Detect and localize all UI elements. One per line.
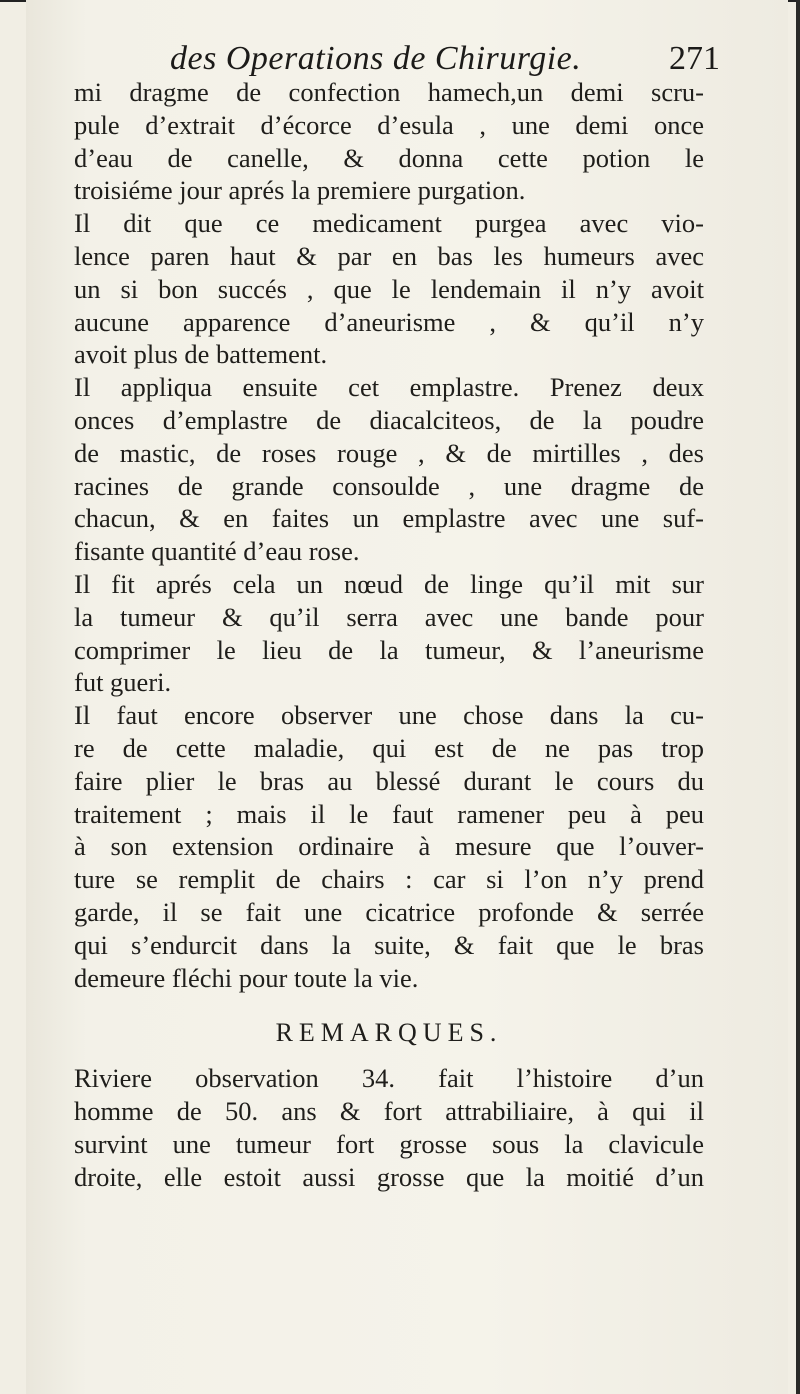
text-line: qui s’endurcit dans la suite, & fait que le bras [74, 929, 704, 960]
text-line: Il fit aprés cela un nœud de linge qu’il mit sur [74, 568, 704, 599]
text-line: traitement ; mais il le faut ramener peu à peu [74, 798, 704, 829]
text-line: Il faut encore observer une chose dans la cu- [74, 700, 704, 731]
text-line: pule d’extrait d’écorce d’esula , une demi once [74, 109, 704, 140]
text-line: comprimer le lieu de la tumeur, & l’aneurisme [74, 634, 704, 665]
body-text [74, 76, 704, 1194]
text-line: demeure fléchi pour toute la vie. [74, 962, 419, 993]
text-line: racines de grande consoulde , une dragme de [74, 470, 704, 501]
text-line: chacun, & en faites un emplastre avec une suf- [74, 503, 704, 534]
text-line: homme de 50. ans & fort attrabiliaire, à qui il [74, 1096, 704, 1127]
text-line: mi dragme de confection hamech,un demi scru- [74, 77, 704, 107]
text-line: de mastic, de roses rouge , & de mirtilles , des [74, 437, 704, 468]
running-title: des Operations de Chirurgie. [170, 40, 582, 77]
text-line: re de cette maladie, qui est de ne pas trop [74, 732, 704, 763]
text-line: fisante quantité d’eau rose. [74, 536, 360, 567]
text-line: la tumeur & qu’il serra avec une bande pour [74, 601, 704, 632]
text-line: un si bon succés , que le lendemain il n’y avoit [74, 273, 704, 304]
text-line: à son extension ordinaire à mesure que l’ouver- [74, 831, 704, 862]
text-line: Il dit que ce medicament purgea avec vio- [74, 208, 704, 239]
text-line: garde, il se fait une cicatrice profonde & serrée [74, 896, 704, 927]
text-line: Riviere observation 34. fait l’histoire d’un [74, 1063, 704, 1094]
text-line: ture se remplit de chairs : car si l’on n’y prend [74, 864, 704, 895]
text-line: droite, elle estoit aussi grosse que la moitié d’un [74, 1161, 704, 1192]
section-heading: REMARQUES. [275, 1018, 503, 1048]
text-line: survint une tumeur fort grosse sous la clavicule [74, 1128, 704, 1159]
text-line: lence paren haut & par en bas les humeurs avec [74, 240, 704, 271]
page-header [170, 40, 720, 80]
text-line: aucune apparence d’aneurisme , & qu’il n’y [74, 306, 704, 337]
page-number: 271 [669, 40, 720, 77]
text-line: troisiéme jour aprés la premiere purgation. [74, 175, 526, 206]
text-line: avoit plus de battement. [74, 339, 328, 370]
text-line: faire plier le bras au blessé durant le cours du [74, 765, 704, 796]
text-line: onces d’emplastre de diacalciteos, de la poudre [74, 404, 704, 435]
text-line: fut gueri. [74, 667, 172, 698]
text-line: Il appliqua ensuite cet emplastre. Prenez deux [74, 372, 704, 403]
text-line: d’eau de canelle, & donna cette potion le [74, 142, 704, 173]
